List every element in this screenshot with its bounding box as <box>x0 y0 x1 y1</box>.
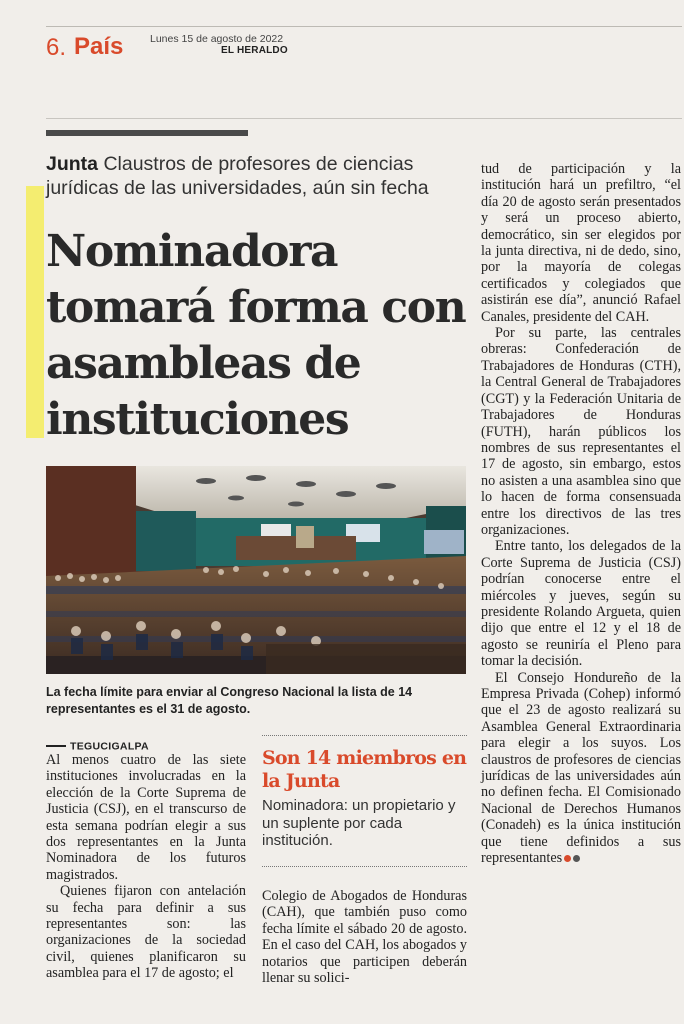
body-column-3 <box>481 161 681 866</box>
paragraph: Entre tanto, los delegados de la Corte Suprema de Justicia (CSJ) podrían conocerse entre el miércoles y jueves, según su presidente Rolando Argueta, quien dijo que entre el 12 y el 18 de agosto se reuniría el Pleno para tomar la decisión. <box>481 538 681 670</box>
dateline-city: TEGUCIGALPA <box>70 740 149 753</box>
issue-date: Lunes 15 de agosto de 2022 <box>150 33 284 45</box>
paragraph: Por su parte, las centrales obreras: Confederación de Trabajadores de Honduras (CTH), la Central General de Trabajadores (CGT) y la Federación Unitaria de Trabajadores de Honduras (FUTH), harán públicos los nombres de sus representantes el 17 de agosto, sin embargo, estos no asisten a una asamblea sino que lo hacen de forma consensuada entre los directivos de las tres organizaciones. <box>481 325 681 538</box>
paragraph: tud de participación y la institución hará un prefiltro, “el día 20 de agosto serán presentados y será un proceso abierto, democrático, sin ser elegidos por la junta directiva, ni de dedo, sino, por la mayoría de colegas certificados y colegiados que asistirán ese día”, anunció Rafael Canales, presidente del CAH. <box>481 161 681 325</box>
paragraph <box>481 670 681 867</box>
newspaper-name: EL HERALDO <box>221 45 288 56</box>
article-tag: Junta <box>46 153 99 175</box>
top-rule <box>46 26 682 27</box>
box-rule-bottom <box>262 866 467 867</box>
article-subtitle <box>46 152 476 200</box>
section-title: País <box>74 33 124 60</box>
body-column-2 <box>262 888 467 986</box>
congress-hall-photo <box>46 466 466 674</box>
article-subtitle-text: Claustros de profesores de ciencias jurídicas de las universidades, aún sin fecha <box>46 153 429 199</box>
article-photo <box>46 466 466 674</box>
paragraph: Quienes fijaron con antelación su fecha para definir a sus representantes son: las organizaciones de la sociedad civil, quienes planificaron su asamblea para el 17 de agosto; el <box>46 883 246 982</box>
box-rule-top <box>262 735 467 736</box>
end-mark-icon <box>573 855 580 862</box>
end-mark-icon <box>564 855 571 862</box>
page-number: 6. <box>46 34 67 61</box>
body-column-1 <box>46 752 246 982</box>
paragraph-text: El Consejo Hondureño de la Empresa Privada (Cohep) informó que el 23 de agosto realizará su Asamblea General Extraordinaria para elegir a los suyos. Los claustros de profesores de ciencias jurídicas de las universidades aún no definen fecha. El Comisionado Nacional de Derechos Humanos (Conadeh) es la única institución que tiene definidos a sus representantes <box>481 669 681 867</box>
photo-caption: La fecha límite para enviar al Congreso Nacional la lista de 14 representantes es el 31 de agosto. <box>46 685 413 716</box>
header-rule <box>46 118 682 119</box>
kicker-bar <box>46 130 248 136</box>
highlighter-mark <box>26 186 44 438</box>
dateline-dash <box>46 745 66 747</box>
article-headline: Nominadora tomará forma con asambleas de instituciones <box>46 226 466 445</box>
paragraph: Al menos cuatro de las siete instituciones involucradas en la elección de la Corte Suprema de Justicia (CSJ), en el transcurso de esta semana podrían elegir a sus dos representantes en la Junta Nominadora de los futuros magistrados. <box>46 752 246 883</box>
paragraph: Colegio de Abogados de Honduras (CAH), que también puso como fecha límite el sábado 20 de agosto. En el caso del CAH, los abogados y notarios que participen deberán llenar su solici- <box>262 888 467 987</box>
box-subtitle: Nominadora: un propietario y un suplente por cada institución. <box>262 797 456 849</box>
box-title: Son 14 miembros en la Junta <box>262 747 467 792</box>
